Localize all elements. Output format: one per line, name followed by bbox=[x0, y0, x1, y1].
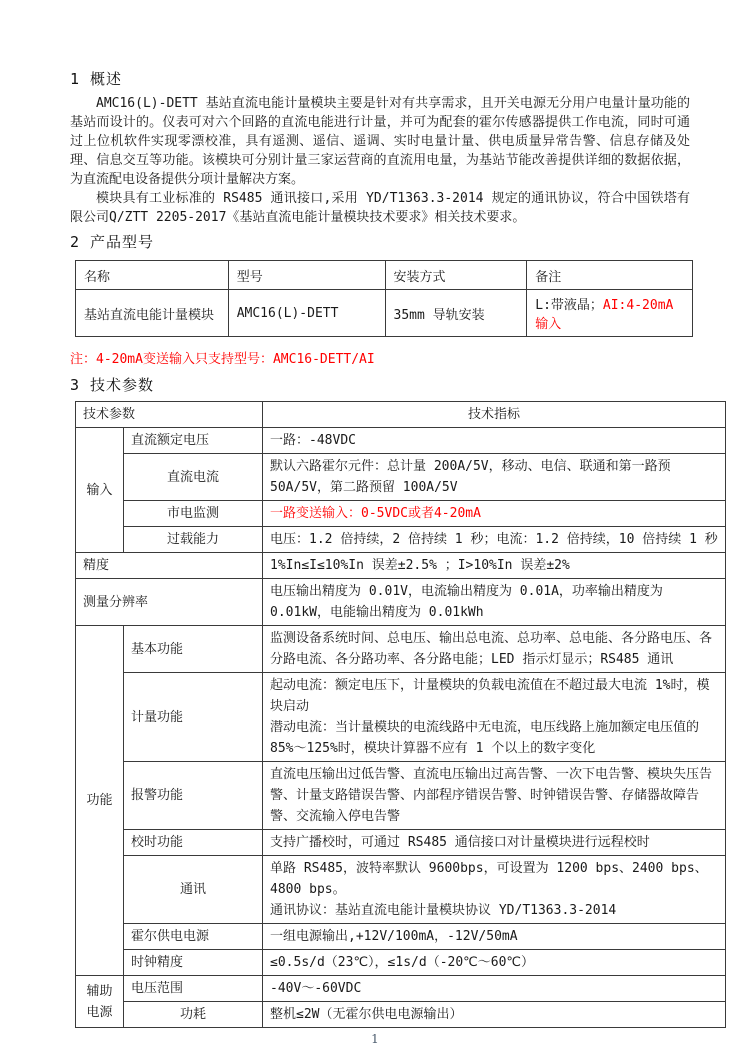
row-power-consumption bbox=[76, 1002, 726, 1028]
product-cell-remark bbox=[527, 290, 693, 337]
product-header-name: 名称 bbox=[76, 261, 229, 290]
label-dc-rated-voltage: 直流额定电压 bbox=[124, 428, 263, 454]
value-time-sync-function: 支持广播校时，可通过 RS485 通信接口对计量模块进行远程校时 bbox=[263, 830, 726, 856]
product-header-mounting: 安装方式 bbox=[385, 261, 527, 290]
value-clock-accuracy: ≤0.5s/d（23℃），≤1s/d（-20℃～60℃） bbox=[263, 950, 726, 976]
value-overload-capacity: 电压：1.2 倍持续，2 倍持续 1 秒；电流：1.2 倍持续，10 倍持续 1 秒 bbox=[263, 527, 726, 553]
row-accuracy bbox=[76, 553, 726, 579]
group-input: 输入 bbox=[76, 428, 124, 553]
row-basic-function bbox=[76, 626, 726, 673]
row-dc-rated-voltage bbox=[76, 428, 726, 454]
page-number: 1 bbox=[371, 1032, 379, 1046]
label-hall-power-supply: 霍尔供电电源 bbox=[124, 924, 263, 950]
row-clock-accuracy bbox=[76, 950, 726, 976]
row-overload-capacity bbox=[76, 527, 726, 553]
communication-paragraph-protocol: 通讯协议：基站直流电能计量模块协议 YD/T1363.3-2014 bbox=[270, 903, 617, 918]
row-mains-monitoring bbox=[76, 501, 726, 527]
value-accuracy: 1%In≤I≤10%In 误差±2.5% ；I>10%In 误差±2% bbox=[263, 553, 726, 579]
label-resolution: 测量分辨率 bbox=[76, 579, 263, 626]
product-cell-name: 基站直流电能计量模块 bbox=[76, 290, 229, 337]
row-resolution bbox=[76, 579, 726, 626]
section-heading-product-model: 2 产品型号 bbox=[70, 233, 155, 251]
communication-paragraph-baud: 单路 RS485，波特率默认 9600bps，可设置为 1200 bps、2400 bps、4800 bps。 bbox=[270, 861, 708, 897]
label-time-sync-function: 校时功能 bbox=[124, 830, 263, 856]
metering-paragraph-creep-current: 潜动电流：当计量模块的电流线路中无电流，电压线路上施加额定电压值的85%～125%时，模块计算器不应有 1 个以上的数字变化 bbox=[270, 720, 700, 756]
row-alarm-function bbox=[76, 762, 726, 830]
label-clock-accuracy: 时钟精度 bbox=[124, 950, 263, 976]
row-time-sync-function bbox=[76, 830, 726, 856]
label-accuracy: 精度 bbox=[76, 553, 263, 579]
label-basic-function: 基本功能 bbox=[124, 626, 263, 673]
row-hall-power-supply bbox=[76, 924, 726, 950]
value-dc-rated-voltage: 一路：-48VDC bbox=[263, 428, 726, 454]
label-communication: 通讯 bbox=[124, 856, 263, 924]
value-power-consumption: 整机≤2W（无霍尔供电电源输出） bbox=[263, 1002, 726, 1028]
product-header-model: 型号 bbox=[228, 261, 385, 290]
value-basic-function: 监测设备系统时间、总电压、输出总电流、总功率、总电能、各分路电压、各分路电流、各分路功率、各分路电能；LED 指示灯显示；RS485 通讯 bbox=[263, 626, 726, 673]
remark-plain-text: L:带液晶； bbox=[535, 298, 603, 313]
remark-red-text: AI:4-20mA输入 bbox=[535, 298, 674, 332]
label-alarm-function: 报警功能 bbox=[124, 762, 263, 830]
row-communication bbox=[76, 856, 726, 924]
label-mains-monitoring: 市电监测 bbox=[124, 501, 263, 527]
tech-params-table bbox=[75, 401, 726, 1028]
label-metering-function: 计量功能 bbox=[124, 673, 263, 762]
tech-header-param: 技术参数 bbox=[76, 402, 263, 428]
label-overload-capacity: 过载能力 bbox=[124, 527, 263, 553]
group-aux-power: 辅助电源 bbox=[76, 976, 124, 1028]
tech-header-row bbox=[76, 402, 726, 428]
product-cell-model: AMC16(L)-DETT bbox=[228, 290, 385, 337]
group-function: 功能 bbox=[76, 626, 124, 976]
overview-paragraph-2: 模块具有工业标准的 RS485 通讯接口,采用 YD/T1363.3-2014 规定的通讯协议，符合中国铁塔有限公司Q/ZTT 2205-2017《基站直流电能计量模块技术要求》相关技术要求。 bbox=[70, 191, 690, 225]
value-mains-monitoring: 一路变送输入：0-5VDC或者4-20mA bbox=[263, 501, 726, 527]
row-voltage-range bbox=[76, 976, 726, 1002]
product-table-data-row bbox=[76, 290, 693, 337]
value-resolution: 电压输出精度为 0.01V，电流输出精度为 0.01A，功率输出精度为 0.01kW，电能输出精度为 0.01kWh bbox=[263, 579, 726, 626]
value-communication bbox=[263, 856, 726, 924]
section-heading-overview: 1 概述 bbox=[70, 70, 123, 88]
product-table-header-row bbox=[76, 261, 693, 290]
red-note-line: 注：4-20mA变送输入只支持型号：AMC16-DETT/AI bbox=[70, 352, 375, 367]
product-model-table bbox=[75, 260, 693, 337]
value-hall-power-supply: 一组电源输出,+12V/100mA，-12V/50mA bbox=[263, 924, 726, 950]
label-voltage-range: 电压范围 bbox=[124, 976, 263, 1002]
product-header-remark: 备注 bbox=[527, 261, 693, 290]
overview-paragraph-1: AMC16(L)-DETT 基站直流电能计量模块主要是针对有共享需求，且开关电源无分用户电量计量功能的基站而设计的。仪表可对六个回路的直流电能进行计量，并可为配套的霍尔传感器提供工作电流，同时可通过上位机软件实现零漂校准，具有遥测、遥信、遥调、实时电量计量、供电质量异常告警、信息存储及处理、信息交互等功能。该模块可分别计量三家运营商的直流用电量，为基站节能改善提供详细的数据依据，为直流配电设备提供分项计量解决方案。 bbox=[70, 96, 690, 187]
value-voltage-range: -40V～-60VDC bbox=[263, 976, 726, 1002]
value-dc-current: 默认六路霍尔元件：总计量 200A/5V，移动、电信、联通和第一路预50A/5V，第二路预留 100A/5V bbox=[263, 454, 726, 501]
value-metering-function bbox=[263, 673, 726, 762]
section-heading-tech-params: 3 技术参数 bbox=[70, 376, 155, 394]
label-dc-current: 直流电流 bbox=[124, 454, 263, 501]
value-alarm-function: 直流电压输出过低告警、直流电压输出过高告警、一次下电告警、模块失压告警、计量支路错误告警、内部程序错误告警、时钟错误告警、存储器故障告警、交流输入停电告警 bbox=[263, 762, 726, 830]
product-cell-mounting: 35mm 导轨安装 bbox=[385, 290, 527, 337]
label-power-consumption: 功耗 bbox=[124, 1002, 263, 1028]
row-dc-current bbox=[76, 454, 726, 501]
metering-paragraph-start-current: 起动电流：额定电压下，计量模块的负载电流值在不超过最大电流 1%时，模块启动 bbox=[270, 678, 710, 714]
row-metering-function bbox=[76, 673, 726, 762]
tech-header-indicator: 技术指标 bbox=[263, 402, 726, 428]
